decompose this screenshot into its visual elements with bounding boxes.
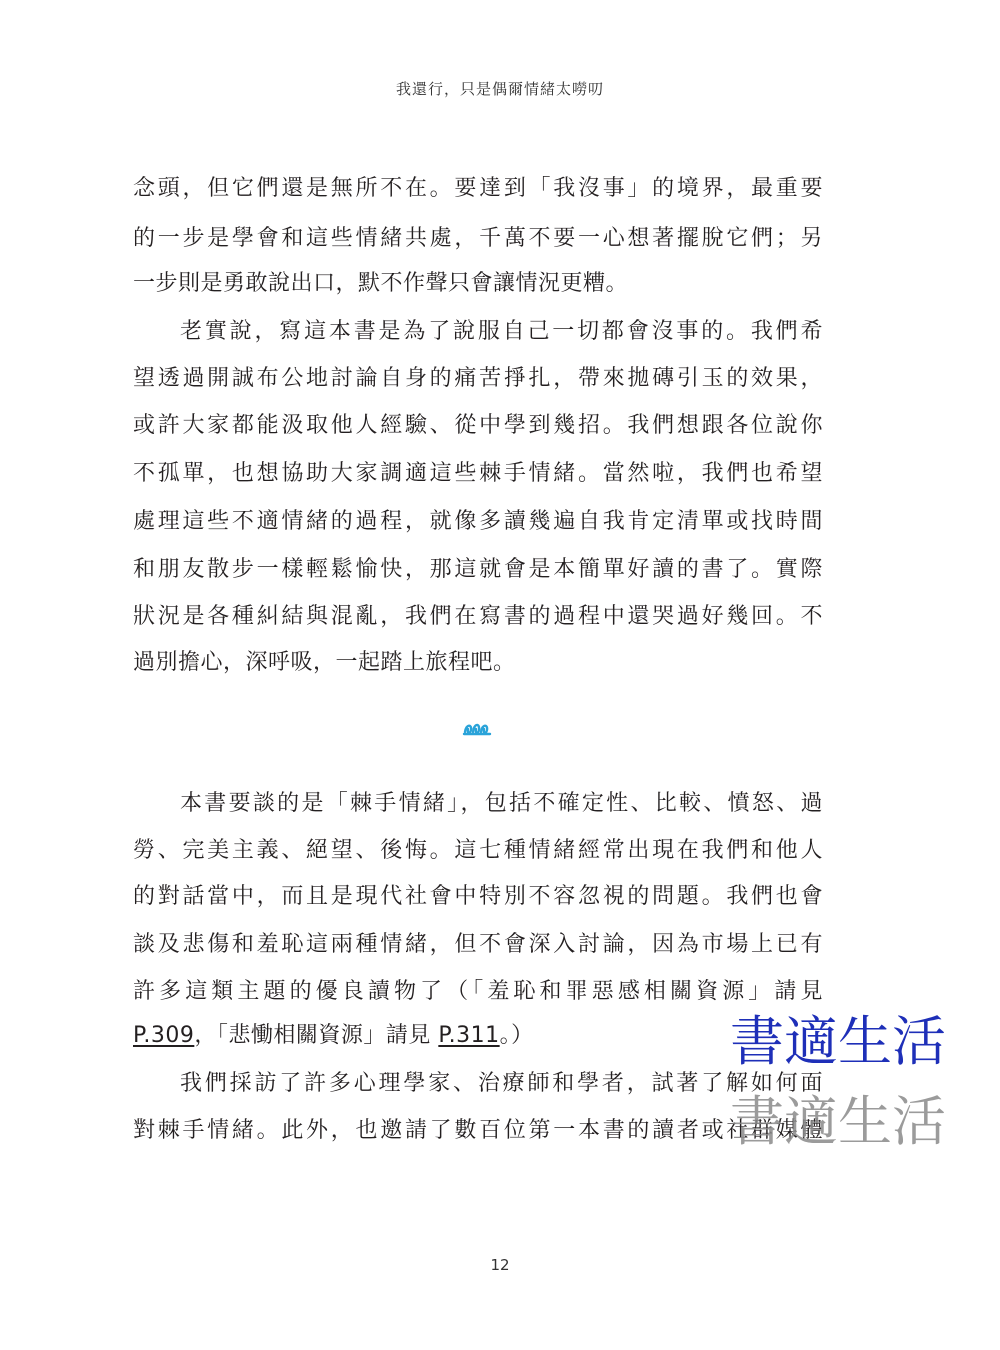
body-line: 本書要談的是「棘手情緒」，包括不確定性、比較、憤怒、過 <box>180 791 823 816</box>
body-line: 不孤單，也想協助大家調適這些棘手情緒。當然啦，我們也希望 <box>133 461 823 486</box>
page-number: 12 <box>490 1256 510 1274</box>
body-line: 勞、完美主義、絕望、後悔。這七種情緒經常出現在我們和他人 <box>133 838 823 863</box>
body-line: 我們採訪了許多心理學家、治療師和學者，試著了解如何面 <box>180 1071 823 1096</box>
body-text: 。） <box>499 1023 534 1048</box>
body-line: 或許大家都能汲取他人經驗、從中學到幾招。我們想跟各位說你 <box>133 413 823 438</box>
body-line: 望透過開誠布公地討論自身的痛苦掙扎，帶來拋磚引玉的效果， <box>133 366 823 391</box>
body-line: 許多這類主題的優良讀物了（「羞恥和罪惡感相關資源」請見 <box>133 979 823 1004</box>
body-line: 和朋友散步一樣輕鬆愉快，那這就會是本簡單好讀的書了。實際 <box>133 557 823 582</box>
body-line: 的對話當中，而且是現代社會中特別不容忽視的問題。我們也會 <box>133 884 823 909</box>
body-line: 過別擔心，深呼吸，一起踏上旅程吧。 <box>133 650 516 675</box>
page-reference-link[interactable]: P.309 <box>133 1023 195 1048</box>
body-line: 狀況是各種糾結與混亂，我們在寫書的過程中還哭過好幾回。不 <box>133 604 823 629</box>
flourish-ornament-icon <box>462 715 492 739</box>
body-line: 老實說，寫這本書是為了說服自己一切都會沒事的。我們希 <box>180 319 823 344</box>
body-line-references <box>133 1021 823 1051</box>
body-line: 處理這些不適情緒的過程，就像多讀幾遍自我肯定清單或找時間 <box>133 509 823 534</box>
running-header: 我還行，只是偶爾情緒太嘮叨 <box>395 80 604 98</box>
body-line: 對棘手情緒。此外，也邀請了數百位第一本書的讀者或社群媒體 <box>133 1118 823 1143</box>
page-reference-link[interactable]: P.311 <box>438 1023 500 1048</box>
body-line: 一步則是勇敢說出口，默不作聲只會讓情況更糟。 <box>133 271 629 296</box>
body-text: ，「悲慟相關資源」請見 <box>194 1023 439 1048</box>
body-line: 談及悲傷和羞恥這兩種情緒，但不會深入討論，因為市場上已有 <box>133 932 823 957</box>
body-line: 念頭，但它們還是無所不在。要達到「我沒事」的境界，最重要 <box>133 176 823 201</box>
watermark-primary: 書適生活 <box>730 1010 946 1073</box>
watermark-secondary: 書適生活 <box>730 1090 946 1153</box>
body-line: 的一步是學會和這些情緒共處，千萬不要一心想著擺脫它們；另 <box>133 226 823 251</box>
